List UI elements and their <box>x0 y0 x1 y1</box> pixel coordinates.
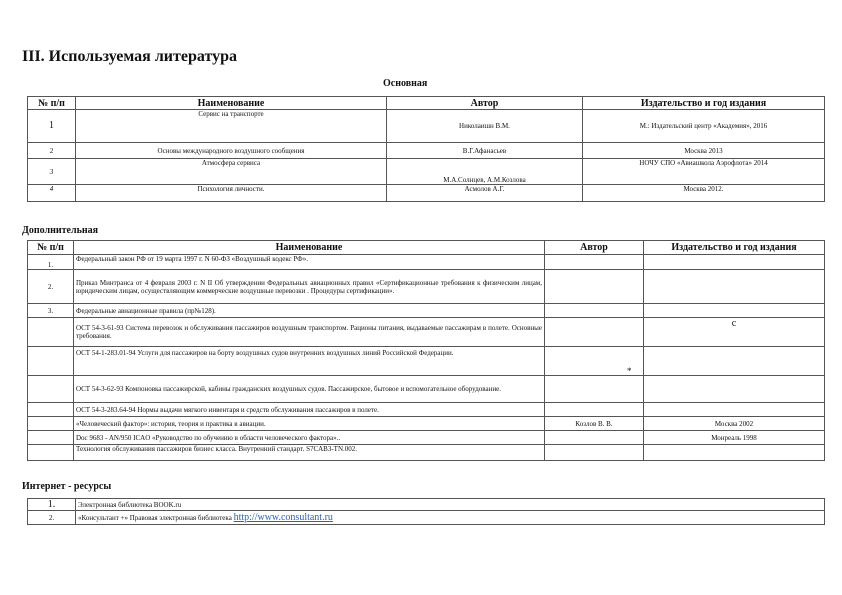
row-name: Сервис на транспорте <box>76 110 387 143</box>
consultant-link[interactable]: http://www.consultant.ru <box>233 511 333 523</box>
table-row <box>28 185 825 202</box>
row-name: Электронная библиотека BOOK.ru <box>76 499 825 511</box>
row-name: Федеральный закон РФ от 19 марта 1997 г. N 60-ФЗ «Воздушный кодекс РФ». <box>74 255 545 270</box>
table-row <box>28 304 825 318</box>
row-publisher <box>644 304 825 318</box>
table-row <box>28 403 825 417</box>
row-author <box>545 304 644 318</box>
row-name-cell <box>76 511 825 525</box>
header-publisher: Издательство и год издания <box>644 241 825 255</box>
row-name: Приказ Минтранса от 4 февраля 2003 г. N II Об утверждении Федеральных авиационных правил «Сертификационные требования к физическим лицам, юридическим лицам, осуществляющим коммерческие воздушные перевозки . Процедуры сертификации». <box>74 270 545 304</box>
row-num <box>28 403 74 417</box>
page-title: III. Используемая литература <box>22 48 238 65</box>
header-publisher: Издательство и год издания <box>583 97 825 110</box>
row-author <box>545 270 644 304</box>
row-publisher <box>644 347 825 376</box>
internet-resources-table <box>27 498 825 525</box>
row-name: Атмосфера сервиса <box>76 159 387 185</box>
row-name: ОСТ 54-3-283.64-94 Нормы выдачи мягкого инвентаря и средств обслуживания пассажиров в полете. <box>74 403 545 417</box>
table-header-row <box>28 241 825 255</box>
row-publisher <box>644 255 825 270</box>
row-author: В.Г.Афанасьев <box>387 143 583 159</box>
row-author: Козлов В. В. <box>545 417 644 431</box>
table-row <box>28 511 825 525</box>
row-author <box>545 318 644 347</box>
row-publisher: М.: Издательский центр «Академия», 2016 <box>583 110 825 143</box>
row-num <box>28 445 74 461</box>
internet-section-caption: Интернет - ресурсы <box>22 481 112 492</box>
row-name: «Человеческий фактор»: история, теория и практика в авиации. <box>74 417 545 431</box>
row-author <box>545 431 644 445</box>
header-num: № п/п <box>28 97 76 110</box>
table-row <box>28 159 825 185</box>
row-num: 3 <box>28 159 76 185</box>
row-publisher <box>644 445 825 461</box>
row-num: 1. <box>28 499 76 511</box>
row-author <box>545 445 644 461</box>
additional-section-caption: Дополнительная <box>22 225 99 236</box>
row-name: Технология обслуживания пассажиров бизнес класса. Внутренний стандарт. S7CAB3-TN.002. <box>74 445 545 461</box>
header-name: Наименование <box>76 97 387 110</box>
row-num <box>28 347 74 376</box>
row-num <box>28 417 74 431</box>
table-row <box>28 143 825 159</box>
additional-literature-table <box>27 240 825 461</box>
row-num: 4 <box>28 185 76 202</box>
row-author <box>545 255 644 270</box>
row-author: М.А.Солнцев, А.М.Козлова <box>387 159 583 185</box>
table-row <box>28 110 825 143</box>
row-publisher: Москва 2012. <box>583 185 825 202</box>
row-num <box>28 318 74 347</box>
row-name: Психология личности. <box>76 185 387 202</box>
table-row <box>28 417 825 431</box>
row-author <box>545 376 644 403</box>
table-header-row <box>28 97 825 110</box>
row-author: Николаишн В.М. <box>387 110 583 143</box>
row-publisher: НОЧУ СПО «Авиашкола Аэрофлота» 2014 <box>583 159 825 185</box>
row-num: 2. <box>28 511 76 525</box>
header-author: Автор <box>545 241 644 255</box>
table-row <box>28 347 825 376</box>
row-name: ОСТ 54-3-61-93 Система перевозок и обслуживания пассажиров воздушным транспортом. Рационы питания, выдаваемые пассажирам в полете. Основные требования. <box>74 318 545 347</box>
row-num <box>28 431 74 445</box>
row-name: ОСТ 54-3-62-93 Компоновка пассажирской, кабины гражданских воздушных судов. Пассажирское, бытовое и вспомогательное оборудование. <box>74 376 545 403</box>
table-row <box>28 318 825 347</box>
table-row <box>28 376 825 403</box>
table-row <box>28 255 825 270</box>
row-publisher <box>644 270 825 304</box>
row-num: 1 <box>28 110 76 143</box>
row-num: 1. <box>28 255 74 270</box>
row-publisher: Монреаль 1998 <box>644 431 825 445</box>
stray-mark: * <box>627 366 632 376</box>
row-publisher: Москва 2002 <box>644 417 825 431</box>
row-publisher: Москва 2013 <box>583 143 825 159</box>
table-row <box>28 445 825 461</box>
row-author <box>545 403 644 417</box>
row-name: Основы международного воздушного сообщения <box>76 143 387 159</box>
header-author: Автор <box>387 97 583 110</box>
row-name: «Консультант +» Правовая электронная библиотека <box>78 513 232 522</box>
row-num: 2 <box>28 143 76 159</box>
row-publisher: с <box>644 318 825 347</box>
row-author: Асмолов А.Г. <box>387 185 583 202</box>
header-num: № п/п <box>28 241 74 255</box>
row-num: 3. <box>28 304 74 318</box>
main-literature-table <box>27 96 825 202</box>
table-row <box>28 431 825 445</box>
row-publisher <box>644 376 825 403</box>
row-num: 2. <box>28 270 74 304</box>
table-row <box>28 499 825 511</box>
table-row <box>28 270 825 304</box>
row-name: Doc 9683 - AN/950 ICAO «Руководство по обучению в области человеческого фактора».. <box>74 431 545 445</box>
row-num <box>28 376 74 403</box>
header-name: Наименование <box>74 241 545 255</box>
row-publisher <box>644 403 825 417</box>
row-name: Федеральные авиационные правила (пр№128). <box>74 304 545 318</box>
main-section-caption: Основная <box>383 78 428 89</box>
row-name: ОСТ 54-1-283.01-94 Услуги для пассажиров на борту воздушных судов внутренних воздушных линий Российской Федерации. <box>74 347 545 376</box>
